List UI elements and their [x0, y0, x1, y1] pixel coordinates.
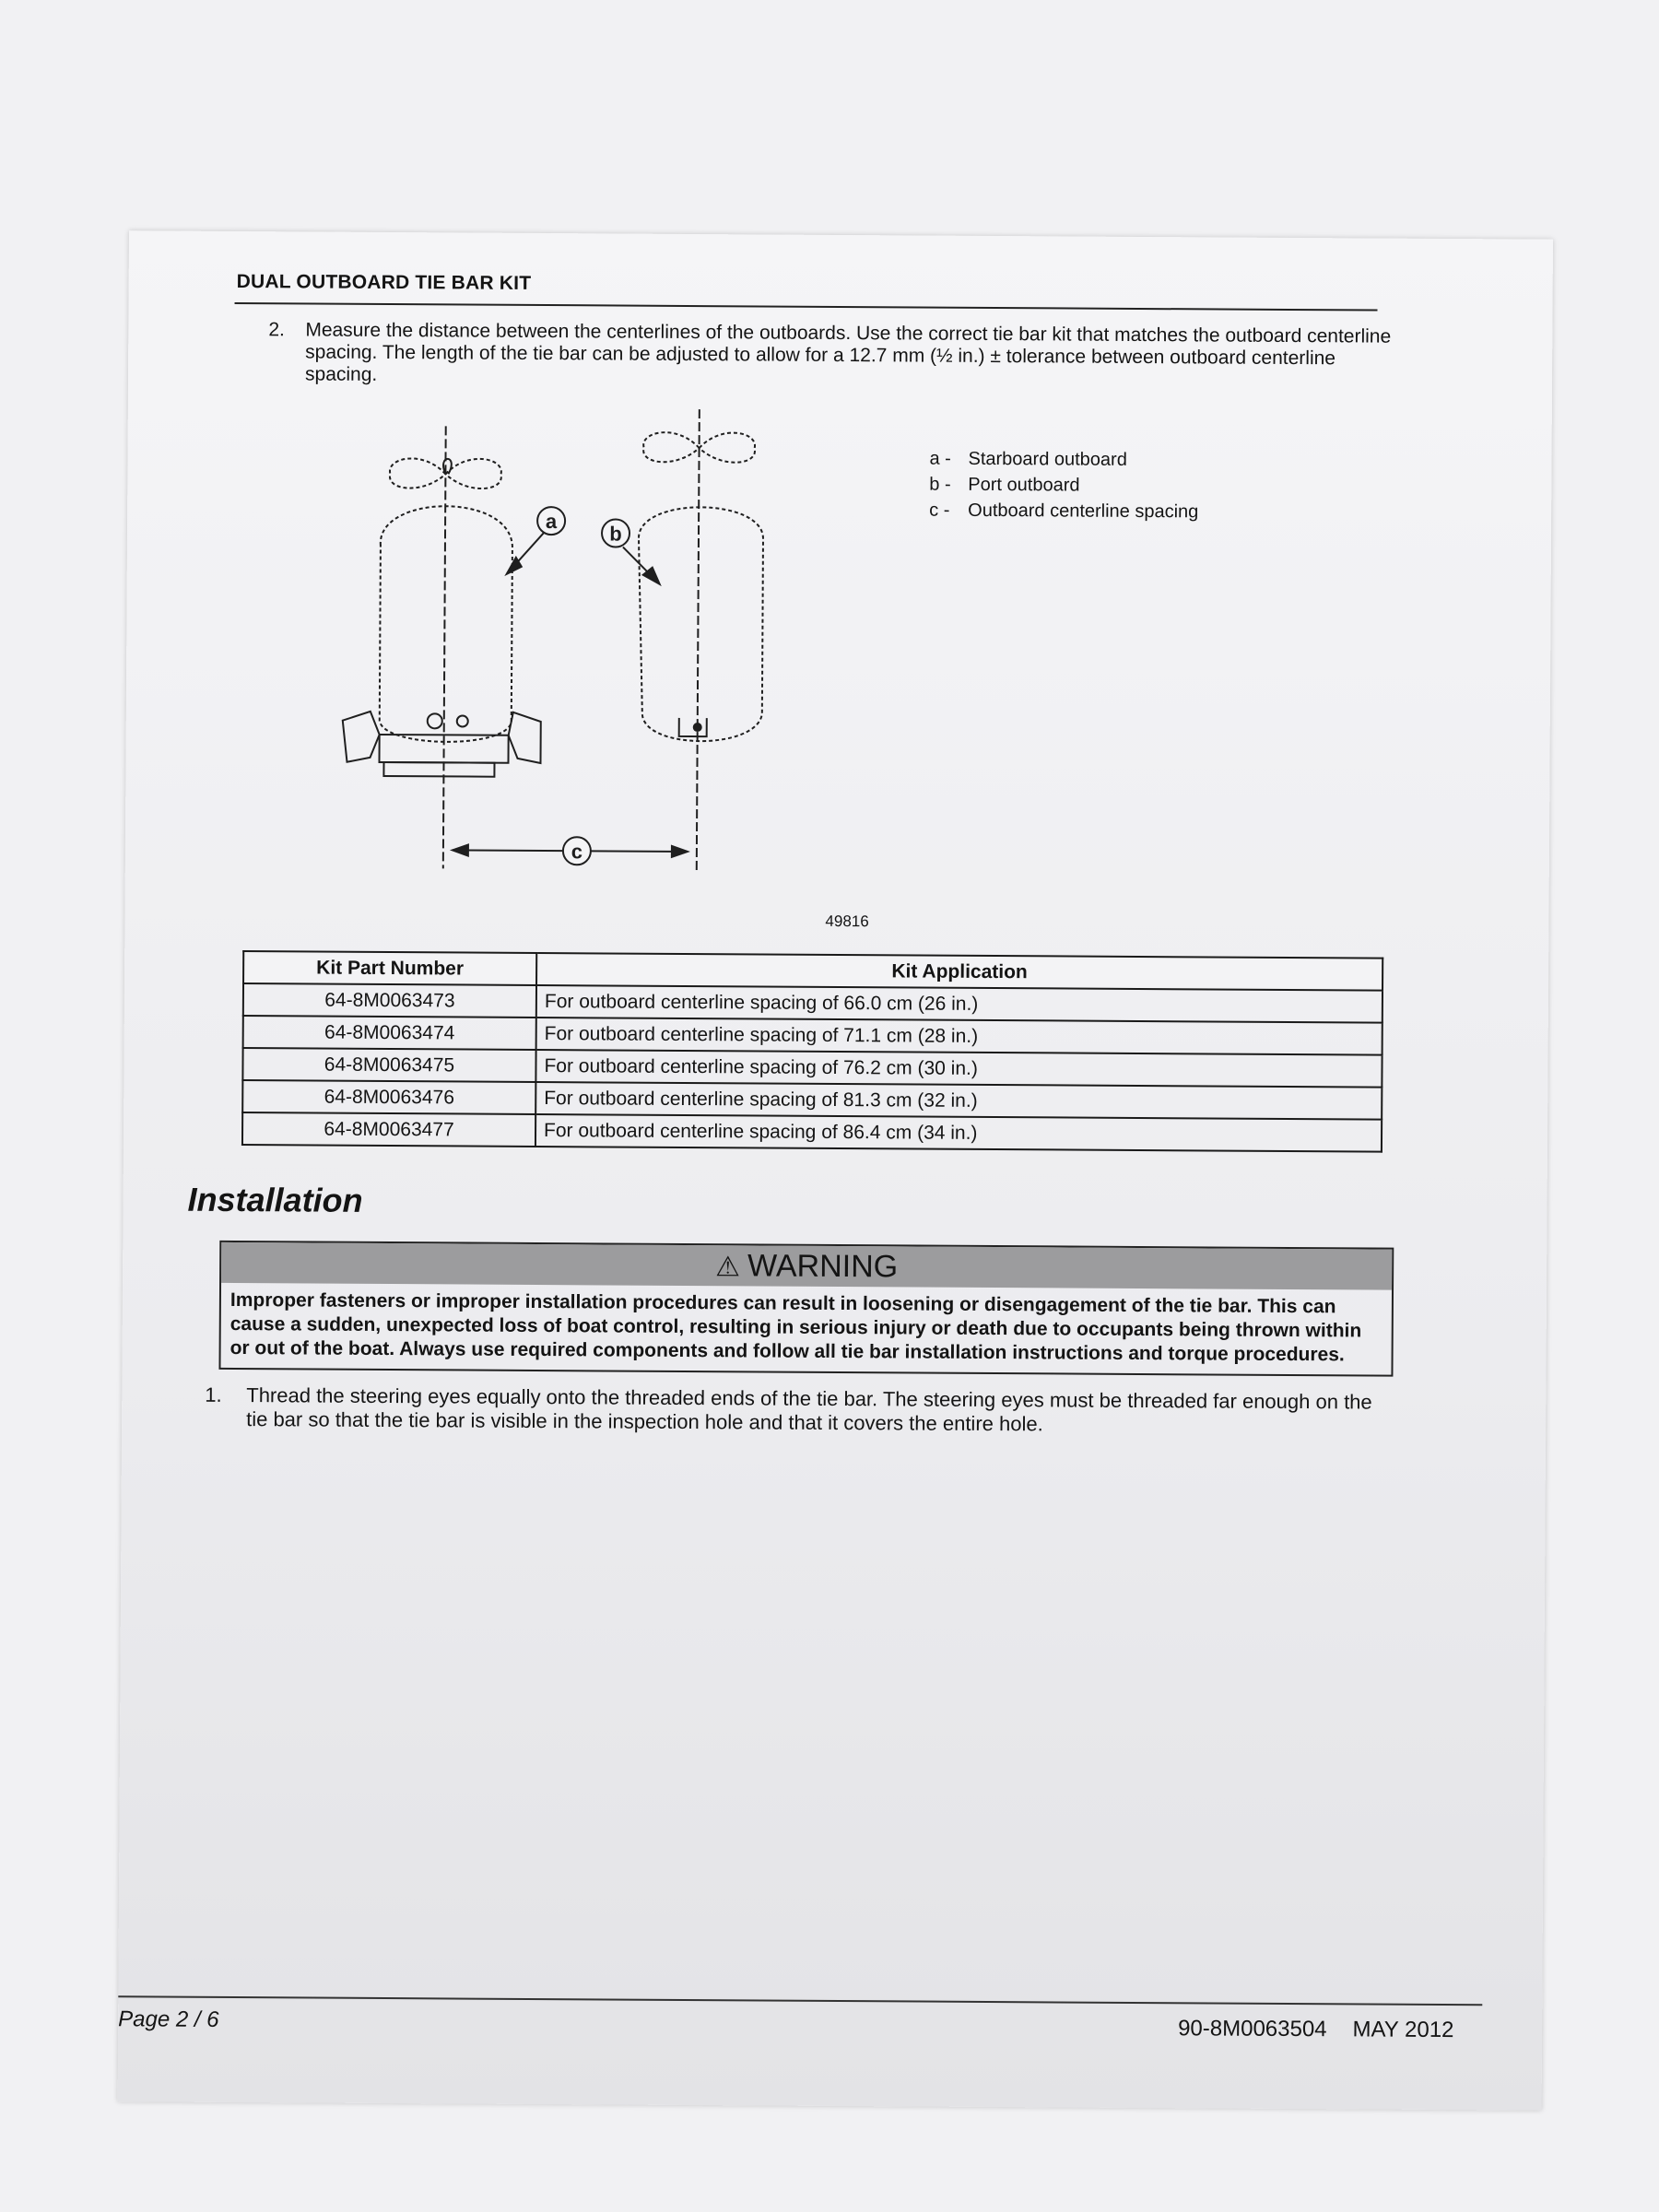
column-header-application: Kit Application — [536, 953, 1382, 991]
legend-item-a — [929, 446, 1198, 474]
warning-title: WARNING — [747, 1248, 899, 1285]
kit-part-number: 64-8M0063477 — [242, 1112, 535, 1147]
page-number: Page 2 / 6 — [118, 2006, 219, 2032]
figure-id: 49816 — [825, 912, 869, 931]
title-rule — [235, 302, 1378, 312]
warning-box — [218, 1241, 1394, 1377]
kit-part-number: 64-8M0063476 — [242, 1080, 535, 1114]
step-1 — [205, 1383, 1394, 1439]
step-1-text: Thread the steering eyes equally onto the threaded ends of the tie bar. The steering eyes must be threaded far enough on the tie bar so that the tie bar is visible in the inspection hole and that it covers the entire hole. — [246, 1383, 1372, 1436]
footer-doc-info — [1178, 2016, 1453, 2043]
manual-page — [118, 230, 1553, 2110]
footer-rule — [118, 1995, 1482, 2006]
kit-part-number: 64-8M0063473 — [243, 983, 536, 1018]
step-2 — [268, 319, 1393, 392]
callout-b: b — [609, 522, 622, 546]
kit-application: For outboard centerline spacing of 86.4 cm (34 in.) — [535, 1114, 1382, 1152]
legend-item-b — [929, 472, 1198, 500]
document-number: 90-8M0063504 — [1178, 2016, 1327, 2042]
legend-label: Outboard centerline spacing — [968, 500, 1199, 523]
legend-label: Port outboard — [968, 474, 1080, 496]
kit-part-number: 64-8M0063474 — [243, 1016, 536, 1050]
centerline-a — [443, 426, 446, 868]
callout-a: a — [545, 510, 558, 534]
warning-text: Improper fasteners or improper installation procedures can result in loosening or disengagement of the tie bar. This can cause a sudden, unexpected loss of boat control, resulting in serious injury or death due to occupants being thrown within or out of the boat. Always use required components and follow all tie bar installation instructions and torque procedures. — [229, 1288, 1362, 1366]
kit-part-number: 64-8M0063475 — [242, 1048, 535, 1082]
warning-triangle-icon: ⚠ — [715, 1252, 741, 1283]
installation-heading: Installation — [187, 1180, 363, 1219]
legend-key: a - — [929, 448, 951, 469]
document-title: DUAL OUTBOARD TIE BAR KIT — [236, 270, 532, 294]
kit-application: For outboard centerline spacing of 76.2 cm (30 in.) — [535, 1050, 1382, 1088]
kit-table — [241, 950, 1383, 1153]
table-row — [242, 1112, 1382, 1152]
centerline-b — [697, 409, 700, 870]
step-1-number: 1. — [205, 1382, 222, 1406]
kit-application: For outboard centerline spacing of 71.1 cm (28 in.) — [536, 1018, 1382, 1055]
kit-application: For outboard centerline spacing of 66.0 cm (26 in.) — [536, 985, 1382, 1023]
kit-application: For outboard centerline spacing of 81.3 cm (32 in.) — [535, 1082, 1382, 1120]
column-header-part-number: Kit Part Number — [243, 951, 536, 985]
warning-header — [221, 1242, 1392, 1290]
legend-item-c — [929, 498, 1198, 525]
legend-label: Starboard outboard — [968, 448, 1127, 470]
step-2-text: Measure the distance between the centerlines of the outboards. Use the correct tie bar kit that matches the outboard centerline spacing. The length of the tie bar can be adjusted to allow for a 12.7 mm (½ in.) ± tolerance between outboard centerline spacing. — [304, 319, 1392, 385]
document-date: MAY 2012 — [1352, 2017, 1454, 2043]
callout-c: c — [571, 840, 583, 864]
step-2-number: 2. — [268, 319, 285, 341]
outboard-tie-bar-diagram — [272, 406, 920, 926]
figure-legend — [929, 446, 1199, 525]
legend-key: c - — [929, 500, 950, 521]
legend-key: b - — [929, 474, 951, 495]
